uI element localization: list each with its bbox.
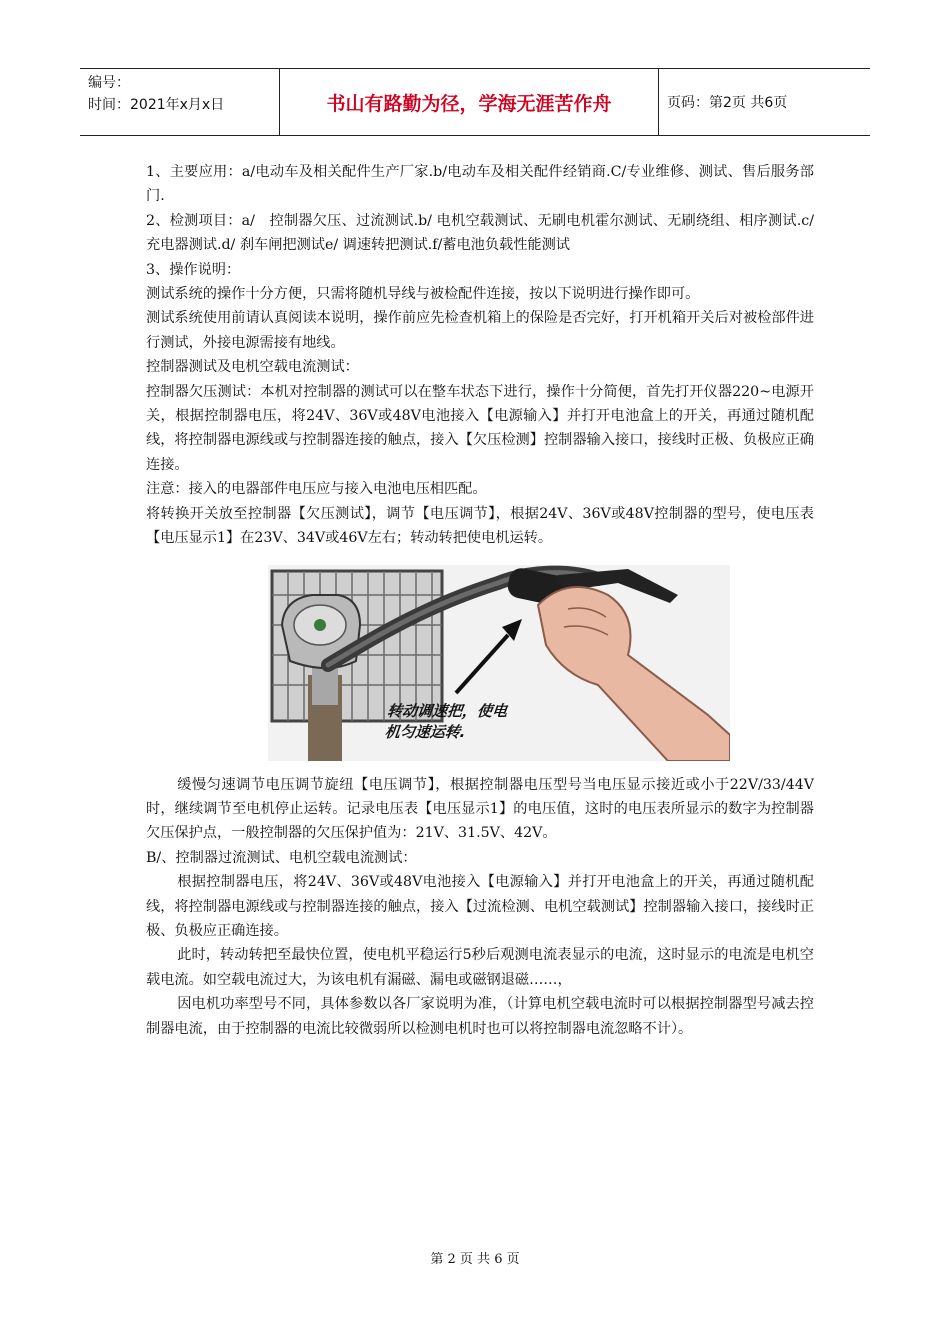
paragraph-no-load-current: 此时，转动转把至最快位置，使电机平稳运行5秒后观测电流表显示的电流，这时显示的电流是电机空载电流。如空载电流过大，为该电机有漏磁、漏电或磁钢退磁……， bbox=[146, 947, 814, 988]
paragraph-switch-setting: 将转换开关放至控制器【欠压测试】，调节【电压调节】，根据24V、36V或48V控制器的型号，使电压表【电压显示1】在23V、34V或46V左右；转动转把使电机运转。 bbox=[146, 505, 814, 547]
paragraph-operation-heading: 3、操作说明： bbox=[146, 261, 241, 278]
header-meta bbox=[80, 69, 280, 135]
paragraph-note: 注意：接入的电器部件电压应与接入电池电压相匹配。 bbox=[146, 481, 487, 498]
paragraph-overcurrent-heading: B/、控制器过流测试、电机空载电流测试： bbox=[146, 849, 417, 866]
paragraph-operation-easy: 测试系统的操作十分方便，只需将随机导线与被检配件连接，按以下说明进行操作即可。 bbox=[146, 286, 700, 303]
paragraph-test-items: 2、检测项目：a/ 控制器欠压、过流测试.b/ 电机空载测试、无刷电机霍尔测试、无刷绕组、相序测试.c/ 充电器测试.d/ 刹车闸把测试e/ 调速转把测试.f/蓄电池负载性能测试 bbox=[146, 212, 814, 254]
photo-caption bbox=[384, 701, 588, 743]
paragraph-power-model-note: 因电机功率型号不同，具体参数以各厂家说明为准，（计算电机空载电流时可以根据控制器型号减去控制器电流，由于控制器的电流比较微弱所以检测电机时也可以将控制器电流忽略不计）。 bbox=[146, 996, 814, 1037]
header-page-info: 页码：第2页 共6页 bbox=[667, 95, 788, 111]
paragraph-overcurrent-connect: 根据控制器电压，将24V、36V或48V电池接入【电源输入】并打开电池盒上的开关，再通过随机配线，将控制器电源线或与控制器连接的触点，接入【过流检测、电机空载测试】控制器输入接口，接线时正极、负极应正确连接。 bbox=[146, 874, 814, 939]
paragraph-undervoltage-test: 控制器欠压测试：本机对控制器的测试可以在整车状态下进行，操作十分简便，首先打开仪器220~电源开关，根据控制器电压，将24V、36V或48V电池接入【电源输入】并打开电池盒上的开关，再通过随机配线，将控制器电源线或与控制器连接的触点，接入【欠压检测】控制器输入接口，接线时正极、负极应正确连接。 bbox=[146, 383, 814, 473]
paragraph-adjust-voltage: 缓慢匀速调节电压调节旋纽【电压调节】，根据控制器电压型号当电压显示接近或小于22V/33/44V时，继续调节至电机停止运转。记录电压表【电压显示1】的电压值，这时的电压表所显示的数字为控制器欠压保护点，一般控制器的欠压保护值为：21V、31.5V、42V。 bbox=[146, 776, 814, 842]
page-footer: 第 2 页 共 6 页 bbox=[430, 1252, 520, 1267]
photo-caption-line-1: 转动调速把，使电 bbox=[386, 701, 509, 720]
page-header bbox=[80, 68, 870, 136]
throttle-photo bbox=[268, 565, 730, 761]
photo-caption-line-2: 机匀速运转. bbox=[384, 722, 467, 741]
paragraph-main-applications: 1、主要应用：a/电动车及相关配件生产厂家.b/电动车及相关配件经销商.C/专业维修、测试、售后服务部门. bbox=[146, 164, 814, 205]
document-number-label: 编号： bbox=[88, 75, 130, 91]
document-body bbox=[146, 160, 814, 1041]
document-date: 时间：2021年x月x日 bbox=[88, 97, 225, 113]
paragraph-safety-check: 测试系统使用前请认真阅读本说明，操作前应先检查机箱上的保险是否完好，打开机箱开关后对被检部件进行测试，外接电源需接有地线。 bbox=[146, 310, 814, 351]
header-motto: 书山有路勤为径，学海无涯苦作舟 bbox=[280, 69, 659, 135]
paragraph-controller-test-heading: 控制器测试及电机空载电流测试： bbox=[146, 359, 359, 376]
